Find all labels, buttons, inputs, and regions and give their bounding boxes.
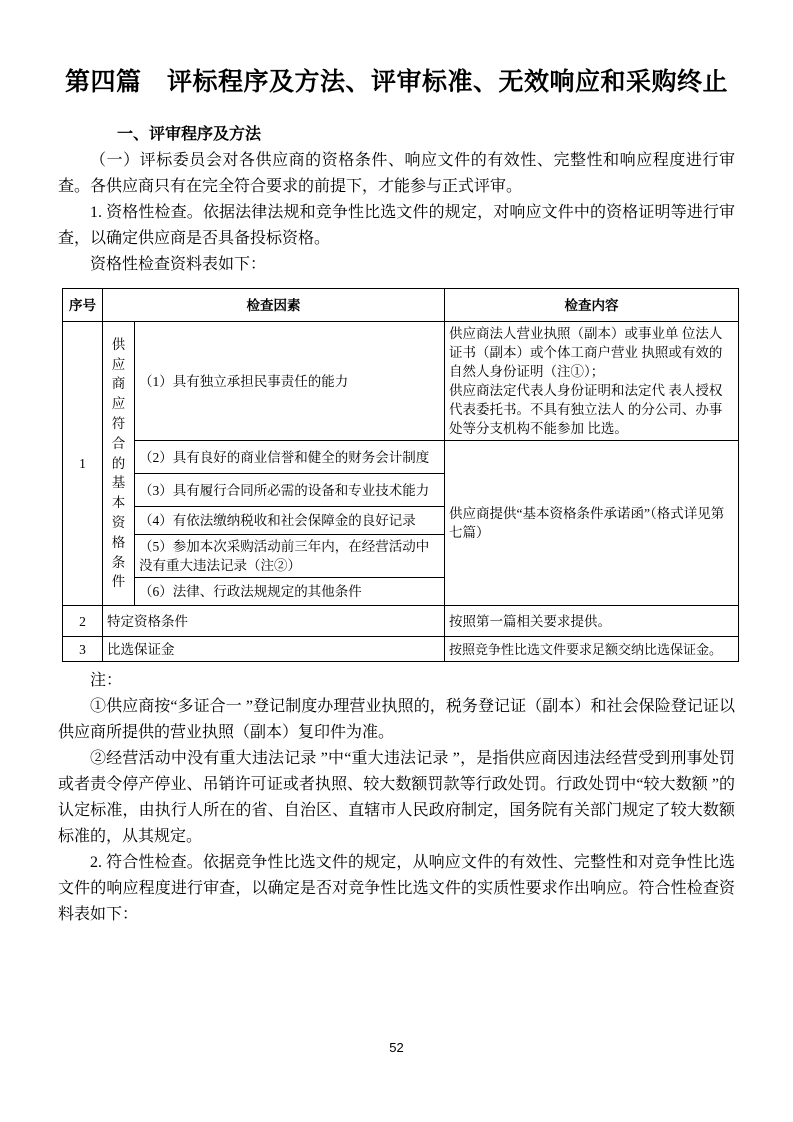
- row3-content: 按照竞争性比选文件要求足额交纳比选保证金。: [445, 637, 739, 662]
- row1-group-label: 供应商应符合的基本资格条件: [111, 336, 126, 590]
- factor-item-6: （6）法律、行政法规规定的其他条件: [135, 578, 445, 606]
- page-number: 52: [389, 1040, 404, 1055]
- table-row: [63, 637, 739, 662]
- qualification-check-table: [62, 288, 739, 662]
- table-row: [63, 606, 739, 637]
- intro-paragraph: （一）评标委员会对各供应商的资格条件、响应文件的有效性、完整性和响应程度进行审查。各供应商只有在完全符合要求的前提下，才能参与正式评审。: [58, 152, 735, 195]
- business-license-requirement: 供应商法人营业执照（副本）或事业单 位法人证书（副本）或个体工商户营业 执照或有效的自然人身份证明（注①）；: [449, 326, 723, 379]
- document-title: 第四篇 评标程序及方法、评审标准、无效响应和采购终止: [64, 68, 728, 96]
- row3-no: 3: [63, 637, 103, 662]
- section-heading: 一、评审程序及方法: [117, 126, 262, 143]
- row2-content: 按照第一篇相关要求提供。: [445, 606, 739, 637]
- factor-item-3: （3）具有履行合同所必需的设备和专业技术能力: [135, 474, 445, 507]
- row3-factor: 比选保证金: [103, 637, 445, 662]
- conformity-check-paragraph: 2. 符合性检查。依据竞争性比选文件的规定，从响应文件的有效性、完整性和对竞争性比选文件的响应程度进行审查，以确定是否对竞争性比选文件的实质性要求作出响应。符合性检查资料表如下：: [58, 854, 735, 923]
- note-2: ②经营活动中没有重大违法记录 ”中“重大违法记录 ”，是指供应商因违法经营受到刑事处罚或者责令停产停业、吊销许可证或者执照、较大数额罚款等行政处罚。行政处罚中“较大数额 ”的认定标准，由执行人所在的省、自治区、直辖市人民政府制定，国务院有关部门规定了较大数额标准的，从其规定。: [58, 750, 735, 845]
- col-content-header: 检查内容: [445, 289, 739, 322]
- col-no-header: 序号: [63, 289, 103, 322]
- row1-group-cell: [103, 322, 135, 606]
- table-header-row: [63, 289, 739, 322]
- row1-content-cell-1: [445, 322, 739, 441]
- notes-label: 注：: [90, 672, 123, 689]
- row2-factor: 特定资格条件: [103, 606, 445, 637]
- table-row: [63, 322, 739, 441]
- row1-no: 1: [63, 322, 103, 606]
- qualification-check-paragraph: 1. 资格性检查。依据法律法规和竞争性比选文件的规定，对响应文件中的资格证明等进行审查，以确定供应商是否具备投标资格。: [58, 204, 735, 247]
- factor-item-1: （1）具有独立承担民事责任的能力: [135, 322, 445, 441]
- commitment-letter-cell: 供应商提供“基本资格条件承诺函”（格式详见第七篇）: [445, 441, 739, 606]
- factor-item-4: （4）有依法缴纳税收和社会保障金的良好记录: [135, 507, 445, 535]
- factor-item-5: （5）参加本次采购活动前三年内，在经营活动中 没有重大违法记录（注②）: [135, 535, 445, 578]
- legal-representative-requirement: 供应商法定代表人身份证明和法定代 表人授权代表委托书。不具有独立法人 的分公司、办事处等分支机构不能参加 比选。: [449, 383, 723, 436]
- row2-no: 2: [63, 606, 103, 637]
- note-1: ①供应商按“多证合一 ”登记制度办理营业执照的，税务登记证（副本）和社会保险登记证以供应商所提供的营业执照（副本）复印件为准。: [58, 698, 735, 741]
- table-row: [63, 441, 739, 474]
- col-factor-header: 检查因素: [103, 289, 445, 322]
- qualification-table-caption: 资格性检查资料表如下：: [90, 256, 267, 273]
- factor-item-2: （2）具有良好的商业信誉和健全的财务会计制度: [135, 441, 445, 474]
